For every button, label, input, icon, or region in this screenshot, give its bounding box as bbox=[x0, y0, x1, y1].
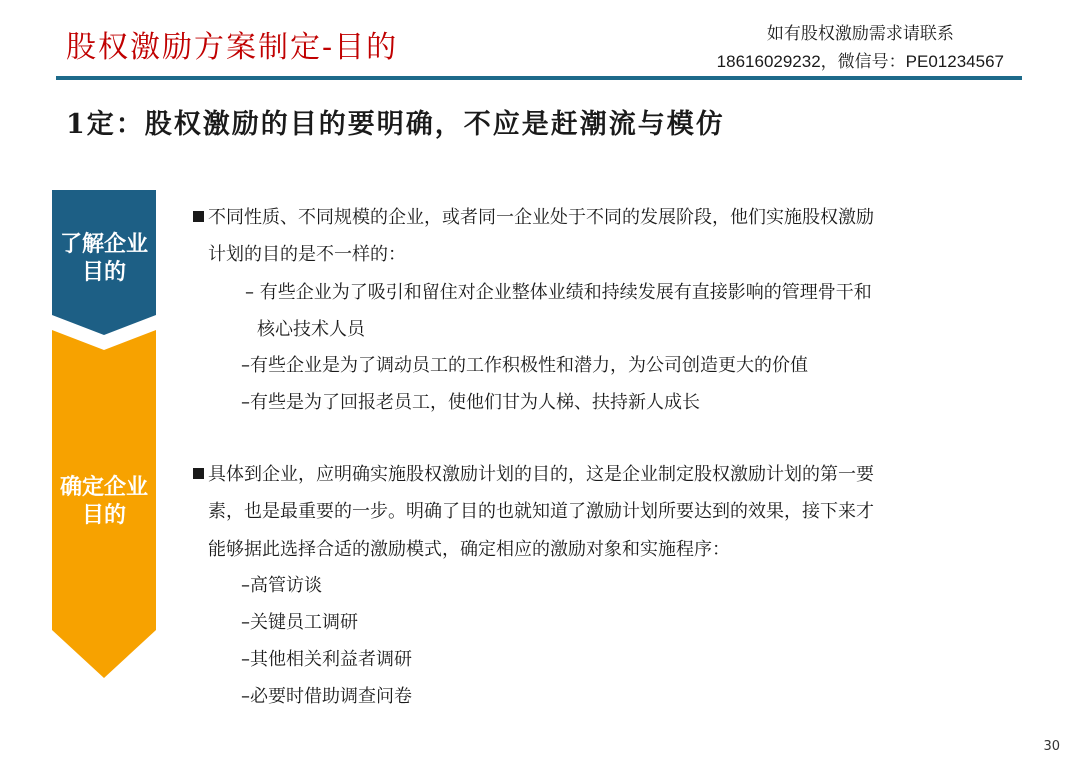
square-bullet-icon bbox=[193, 468, 204, 479]
bullet-2-line-1: 具体到企业，应明确实施股权激励计划的目的，这是企业制定股权激励计划的第一要 bbox=[193, 460, 874, 486]
sub-item-3: –有些是为了回报老员工，使他们甘为人梯、扶持新人成长 bbox=[241, 392, 700, 413]
sub-item-1-line-1: – 有些企业为了吸引和留住对企业整体业绩和持续发展有直接影响的管理骨干和 bbox=[245, 282, 872, 303]
step-label-2: 确定企业 目的 bbox=[59, 475, 148, 528]
contact-line-1: 如有股权激励需求请联系 bbox=[766, 24, 954, 43]
page-number: 30 bbox=[1043, 739, 1060, 754]
contact-line-2: 18616029232，微信号：PE01234567 bbox=[716, 52, 1004, 71]
list-item: –高管访谈 bbox=[241, 575, 322, 596]
list-item: –其他相关利益者调研 bbox=[241, 649, 412, 670]
sub-item-2: –有些企业是为了调动员工的工作积极性和潜力，为公司创造更大的价值 bbox=[241, 355, 808, 376]
section-heading: 1定：股权激励的目的要明确，不应是赶潮流与模仿 bbox=[66, 109, 725, 140]
list-item: –关键员工调研 bbox=[241, 612, 358, 633]
list-item: –必要时借助调查问卷 bbox=[241, 686, 412, 707]
header-divider bbox=[56, 76, 1022, 80]
step-label-1: 了解企业 目的 bbox=[59, 232, 148, 285]
bullet-1-line-2: 计划的目的是不一样的： bbox=[208, 244, 406, 265]
square-bullet-icon bbox=[193, 211, 204, 222]
slide-title: 股权激励方案制定-目的 bbox=[66, 30, 399, 65]
bullet-2-line-3: 能够据此选择合适的激励模式，确定相应的激励对象和实施程序： bbox=[208, 539, 730, 560]
contact-info bbox=[717, 20, 1004, 76]
bullet-2-line-2: 素，也是最重要的一步。明确了目的也就知道了激励计划所要达到的效果，接下来才 bbox=[208, 501, 874, 522]
bullet-1-line-1: 不同性质、不同规模的企业，或者同一企业处于不同的发展阶段，他们实施股权激励 bbox=[193, 203, 874, 229]
sub-item-1-line-2: 核心技术人员 bbox=[257, 319, 365, 340]
